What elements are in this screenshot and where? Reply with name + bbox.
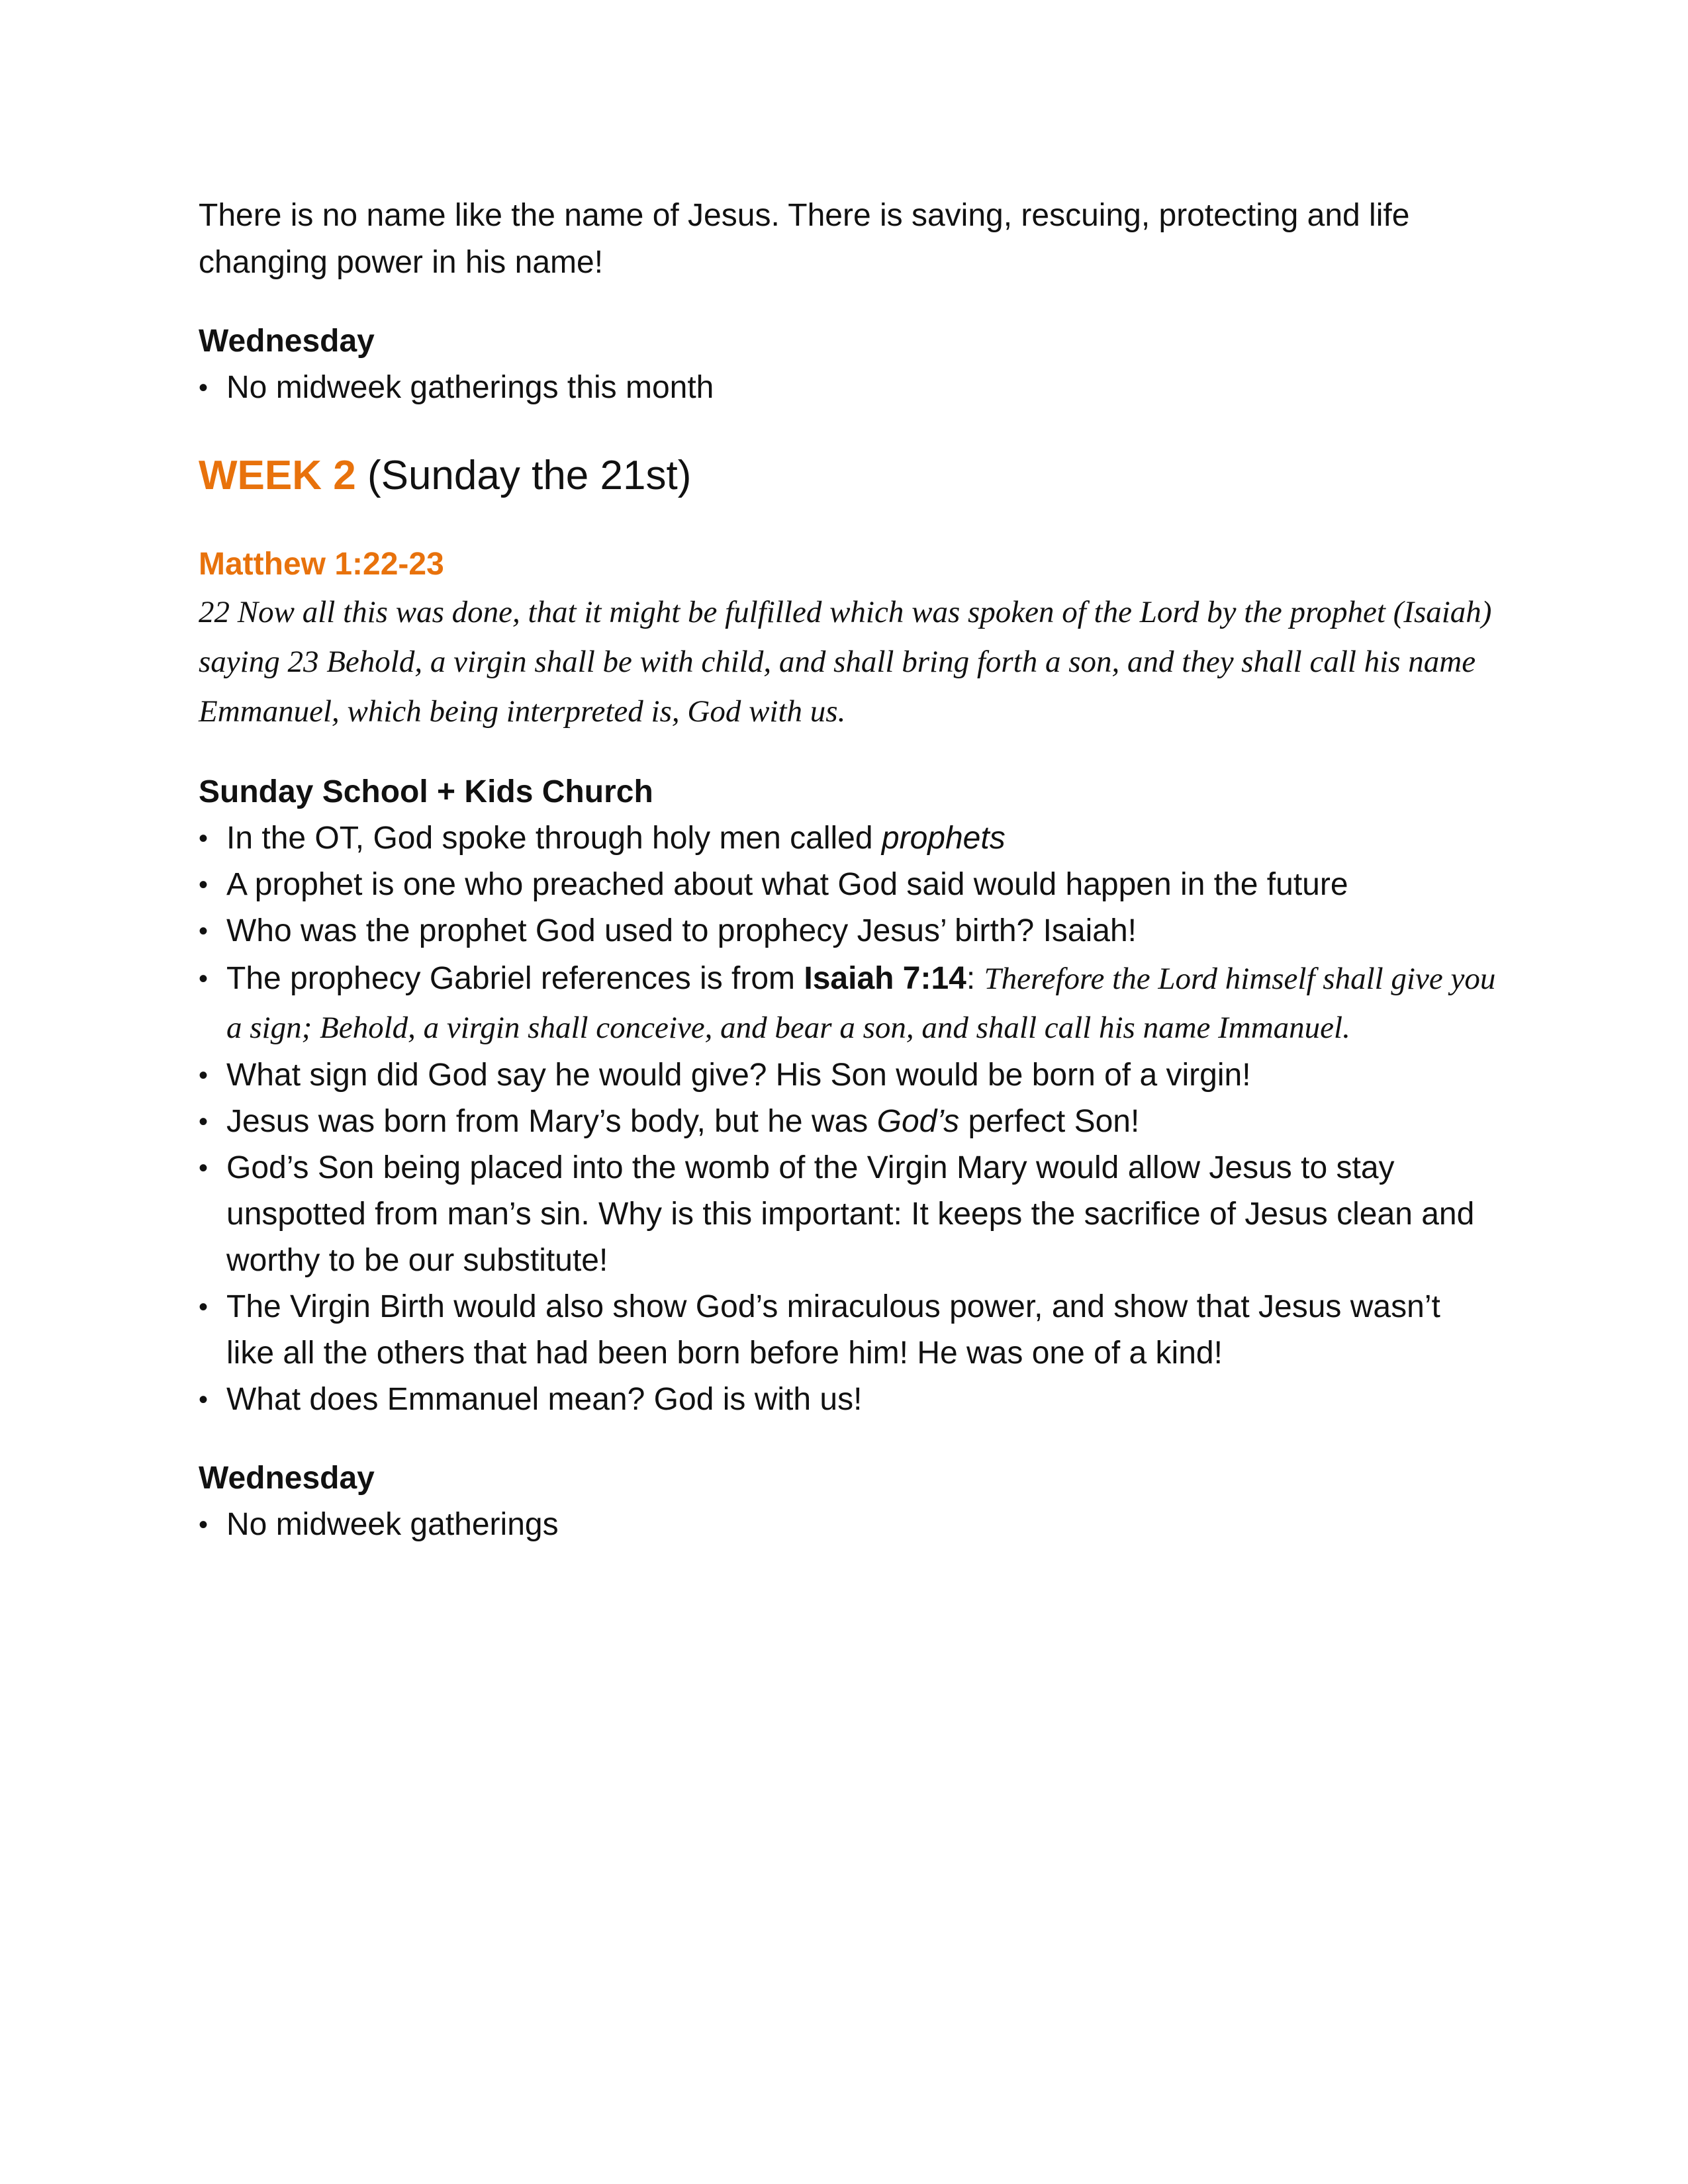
- bullet-icon: •: [199, 870, 209, 899]
- intro-paragraph: There is no name like the name of Jesus. There is saving, rescuing, protecting and life changing power in his name!: [199, 198, 1410, 280]
- bullet-icon: •: [199, 824, 209, 853]
- list-item: • The Virgin Birth would also show God’s miraculous power, and show that Jesus wasn’t like all the others that had been born before him! He was one of a kind!: [199, 1284, 1496, 1377]
- week2-subtitle: (Sunday the 21st): [367, 453, 692, 498]
- emphasis-text: prophets: [881, 821, 1006, 856]
- list-item: • No midweek gatherings: [199, 1502, 1496, 1548]
- document-page: [199, 192, 1496, 1548]
- list-item: • The prophecy Gabriel references is from Isaiah 7:14: Therefore the Lord himself shall give you a sign; Behold, a virgin shall conceive, and bear a son, and shall call his name Immanuel.: [199, 954, 1496, 1052]
- bullet-icon: •: [199, 1107, 209, 1136]
- emphasis-text: God’s: [876, 1104, 960, 1139]
- list-item: • What sign did God say he would give? His Son would be born of a virgin!: [199, 1052, 1496, 1099]
- list-item: • In the OT, God spoke through holy men called prophets: [199, 815, 1496, 862]
- list-item: • No midweek gatherings this month: [199, 365, 1496, 411]
- bullet-icon: •: [199, 917, 209, 946]
- bullet-icon: •: [199, 1061, 209, 1090]
- week1-wednesday-heading: Wednesday: [199, 324, 375, 359]
- isaiah-reference: Isaiah 7:14: [804, 961, 966, 996]
- list-item: • Who was the prophet God used to prophecy Jesus’ birth? Isaiah!: [199, 908, 1496, 954]
- list-item: • Jesus was born from Mary’s body, but he was God’s perfect Son!: [199, 1099, 1496, 1145]
- bullet-icon: •: [199, 1510, 209, 1539]
- week2-wednesday-list: [199, 1502, 1496, 1548]
- list-item: • A prophet is one who preached about what God said would happen in the future: [199, 862, 1496, 908]
- week1-wednesday-list: [199, 365, 1496, 411]
- week2-wednesday-heading: Wednesday: [199, 1461, 375, 1496]
- sunday-school-list: [199, 815, 1496, 1423]
- bullet-icon: •: [199, 1293, 209, 1322]
- bullet-icon: •: [199, 964, 209, 993]
- bullet-icon: •: [199, 1385, 209, 1414]
- sunday-school-heading: Sunday School + Kids Church: [199, 774, 653, 809]
- isaiah-verse: Therefore the Lord himself shall give you a sign; Behold, a virgin shall conceive, and bear a son, and shall call his name Immanuel.: [226, 962, 1496, 1045]
- scripture-reference: Matthew 1:22-23: [199, 547, 444, 582]
- week2-title: [199, 449, 1496, 502]
- week2-label: WEEK 2: [199, 453, 356, 498]
- list-item: • God’s Son being placed into the womb of the Virgin Mary would allow Jesus to stay unspotted from man’s sin. Why is this important: It keeps the sacrifice of Jesus clean and worthy to be our substitute!: [199, 1145, 1496, 1284]
- list-item: • What does Emmanuel mean? God is with us!: [199, 1377, 1496, 1423]
- scripture-text: 22 Now all this was done, that it might be fulfilled which was spoken of the Lord by the prophet (Isaiah) saying 23 Behold, a virgin shall be with child, and shall bring forth a son, and they shall call his name Emmanuel, which being interpreted is, God with us.: [199, 595, 1492, 729]
- bullet-icon: •: [199, 1154, 209, 1183]
- bullet-icon: •: [199, 373, 209, 402]
